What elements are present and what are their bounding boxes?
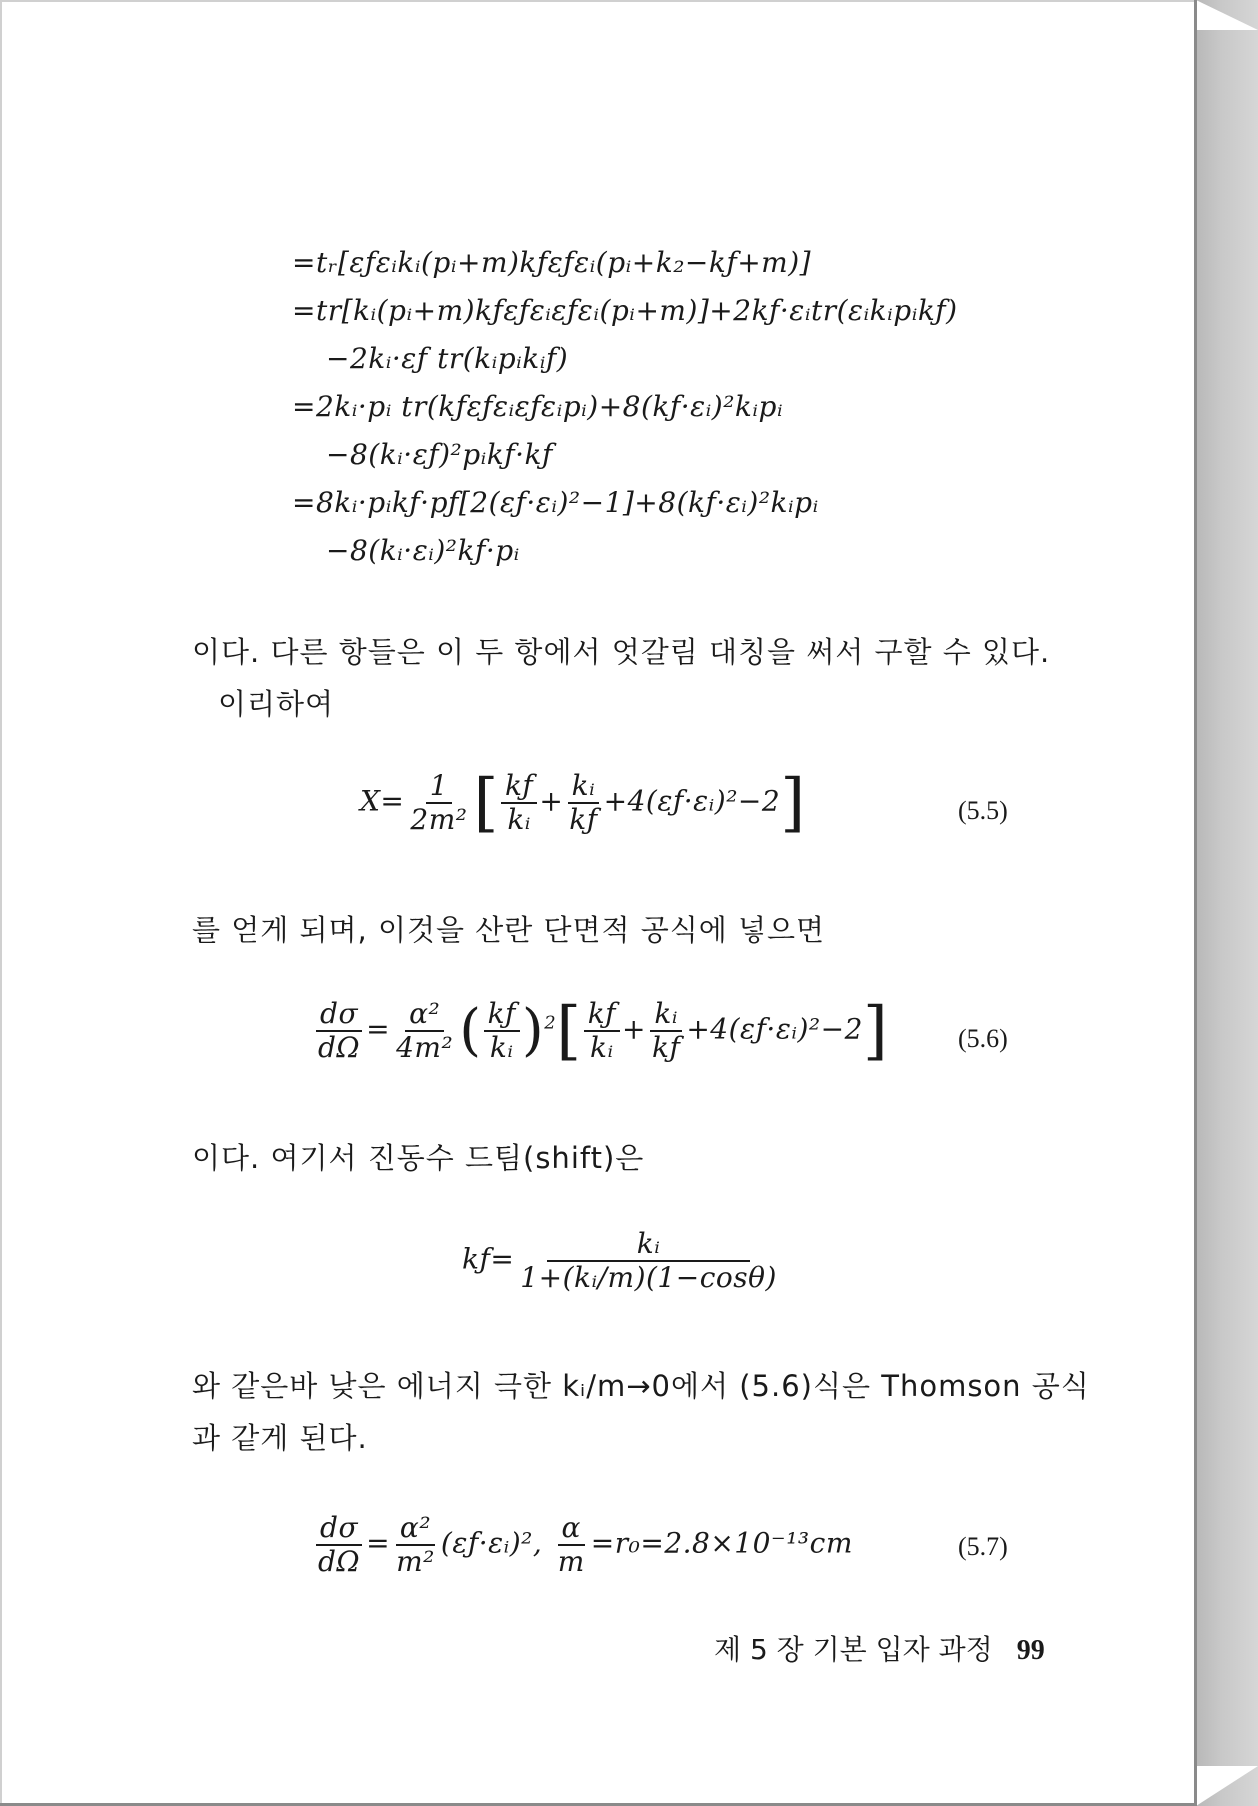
equation-shift <box>462 1228 783 1294</box>
eq55-frac1 <box>501 770 537 836</box>
shift-lhs: kƒ= <box>462 1242 515 1276</box>
paragraph-5: 와 같은바 낮은 에너지 극한 kᵢ/m→0에서 (5.6)식은 Thomson 공식 <box>192 1369 1090 1403</box>
derivation-line-1: =tᵣ[εƒεᵢkᵢ(pᵢ+m)kƒεƒεᵢ(pᵢ+k₂−kƒ+m)] <box>292 246 812 279</box>
shift-frac <box>516 1228 781 1294</box>
eq55-f1-den: kᵢ <box>507 803 531 837</box>
eq56-a-den: 4m² <box>396 1031 454 1065</box>
equation-tag-5-6: (5.6) <box>958 1024 1008 1053</box>
eq56-f2-den: kƒ <box>652 1031 681 1065</box>
eq55-close-bracket: ] <box>780 766 806 841</box>
eq56-d-den: dΩ <box>318 1031 361 1065</box>
eq55-open-bracket: [ <box>473 766 499 841</box>
equation-5-6: $\frac{d\sigma}{d\Omega}$ = $\frac{\text{α²}}{\text{4m²}}$ ( $\frac{kƒ}{\text{kᵢ}}$ )$^2$[ $\frac{kƒ}{\text{kᵢ}}$ + $\frac{\text{kᵢ}}{kƒ}$ +4(εƒ·εᵢ)²−2] <box>312 998 888 1064</box>
eq55-f2-num: kᵢ <box>568 770 600 804</box>
equation-5-5 <box>360 766 806 841</box>
page-left-edge <box>0 0 2 1806</box>
page-side-edge <box>1196 0 1258 1806</box>
eq56-frac2 <box>648 998 684 1064</box>
derivation-line-4: =2kᵢ·pᵢ tr(kƒεƒεᵢεƒεᵢpᵢ)+8(kƒ·εᵢ)²kᵢpᵢ <box>292 390 784 423</box>
eq56-open-paren: ( <box>459 998 482 1064</box>
eq55-frac2 <box>565 770 601 836</box>
eq55-frac <box>406 770 471 836</box>
eq56-a-num: α² <box>405 998 444 1032</box>
eq55-tail: +4(εƒ·εᵢ)²−2 <box>603 784 781 818</box>
equation-tag-5-7: (5.7) <box>958 1532 1008 1561</box>
page-footer <box>714 1628 1045 1668</box>
page-number: 99 <box>1016 1635 1045 1666</box>
eq56-alpha <box>392 998 457 1064</box>
page-edge-line <box>1194 0 1197 1806</box>
eq57-mid: (εƒ·εᵢ)², <box>440 1526 543 1560</box>
eq57-r-num: α <box>558 1512 585 1546</box>
eq55-frac-num: 1 <box>426 770 452 804</box>
eq57-d-den: dΩ <box>318 1545 361 1579</box>
eq56-square: 2 <box>544 1012 557 1034</box>
equation-tag-5-5: (5.5) <box>958 796 1008 825</box>
eq56-frac1 <box>584 998 620 1064</box>
eq57-r-den: m <box>557 1545 585 1579</box>
eq56-f2-num: kᵢ <box>650 998 682 1032</box>
eq56-close-paren: ) <box>521 998 545 1064</box>
derivation-line-7: −8(kᵢ·εᵢ)²kƒ·pᵢ <box>326 534 520 567</box>
eq57-ratio <box>554 1512 589 1578</box>
derivation-line-3: −2kᵢ·εƒ tr(kᵢpᵢkᵢƒ) <box>326 342 569 375</box>
eq57-dsigma <box>314 1512 364 1578</box>
eq56-k-den: kᵢ <box>489 1031 514 1065</box>
derivation-line-2: =tr[kᵢ(pᵢ+m)kƒεƒεᵢεƒεᵢ(pᵢ+m)]+2kƒ·εᵢtr(εᵢkᵢpᵢkƒ) <box>292 294 958 327</box>
derivation-line-5: −8(kᵢ·εƒ)²pᵢkƒ·kƒ <box>326 438 553 471</box>
eq56-tail: +4(εƒ·εᵢ)²−2 <box>686 1012 863 1046</box>
eq56-dsigma <box>314 998 364 1064</box>
shift-den: 1+(kᵢ/m)(1−cosθ) <box>520 1261 777 1295</box>
eq57-d-num: dσ <box>316 1512 362 1546</box>
chapter-title: 제 5 장 기본 입자 과정 <box>714 1633 993 1666</box>
paragraph-4: 이다. 여기서 진동수 드팀(shift)은 <box>192 1141 645 1175</box>
eq57-tail: =r₀=2.8×10⁻¹³cm <box>590 1526 853 1560</box>
eq56-f1-den: kᵢ <box>590 1031 614 1065</box>
eq55-frac-den: 2m² <box>410 803 468 837</box>
paragraph-2: 이리하여 <box>218 687 335 721</box>
eq56-d-num: dσ <box>316 998 362 1032</box>
eq57-a-den: m² <box>396 1545 435 1579</box>
paragraph-6: 과 같게 된다. <box>192 1421 368 1455</box>
eq55-lhs: X= <box>360 784 405 818</box>
paragraph-1: 이다. 다른 항들은 이 두 항에서 엇갈림 대칭을 써서 구할 수 있다. <box>192 635 1051 669</box>
eq56-k-num: kƒ <box>484 998 520 1032</box>
eq56-kratio <box>484 998 520 1064</box>
derivation-line-6: =8kᵢ·pᵢkƒ·pƒ[2(εƒ·εᵢ)²−1]+8(kƒ·εᵢ)²kᵢpᵢ <box>292 486 819 519</box>
eq55-f1-num: kƒ <box>501 770 537 804</box>
eq56-open-bracket: [ <box>556 994 582 1069</box>
eq57-alpha <box>392 1512 439 1578</box>
eq55-plus: + <box>539 784 564 818</box>
equation-5-7: $\frac{d\sigma}{d\Omega}$ = $\frac{\text{α²}}{\text{m²}}$ (εƒ·εᵢ)², $\frac{\alpha}{m}$ =r₀=2.8×10⁻¹³cm <box>312 1512 853 1578</box>
eq55-f2-den: kƒ <box>569 803 598 837</box>
paragraph-3: 를 얻게 되며, 이것을 산란 단면적 공식에 넣으면 <box>192 913 826 947</box>
eq57-a-num: α² <box>396 1512 435 1546</box>
shift-num: kᵢ <box>547 1228 751 1262</box>
page-top-edge <box>0 0 1196 2</box>
eq56-f1-num: kƒ <box>584 998 620 1032</box>
eq56-close-bracket: ] <box>862 994 889 1069</box>
